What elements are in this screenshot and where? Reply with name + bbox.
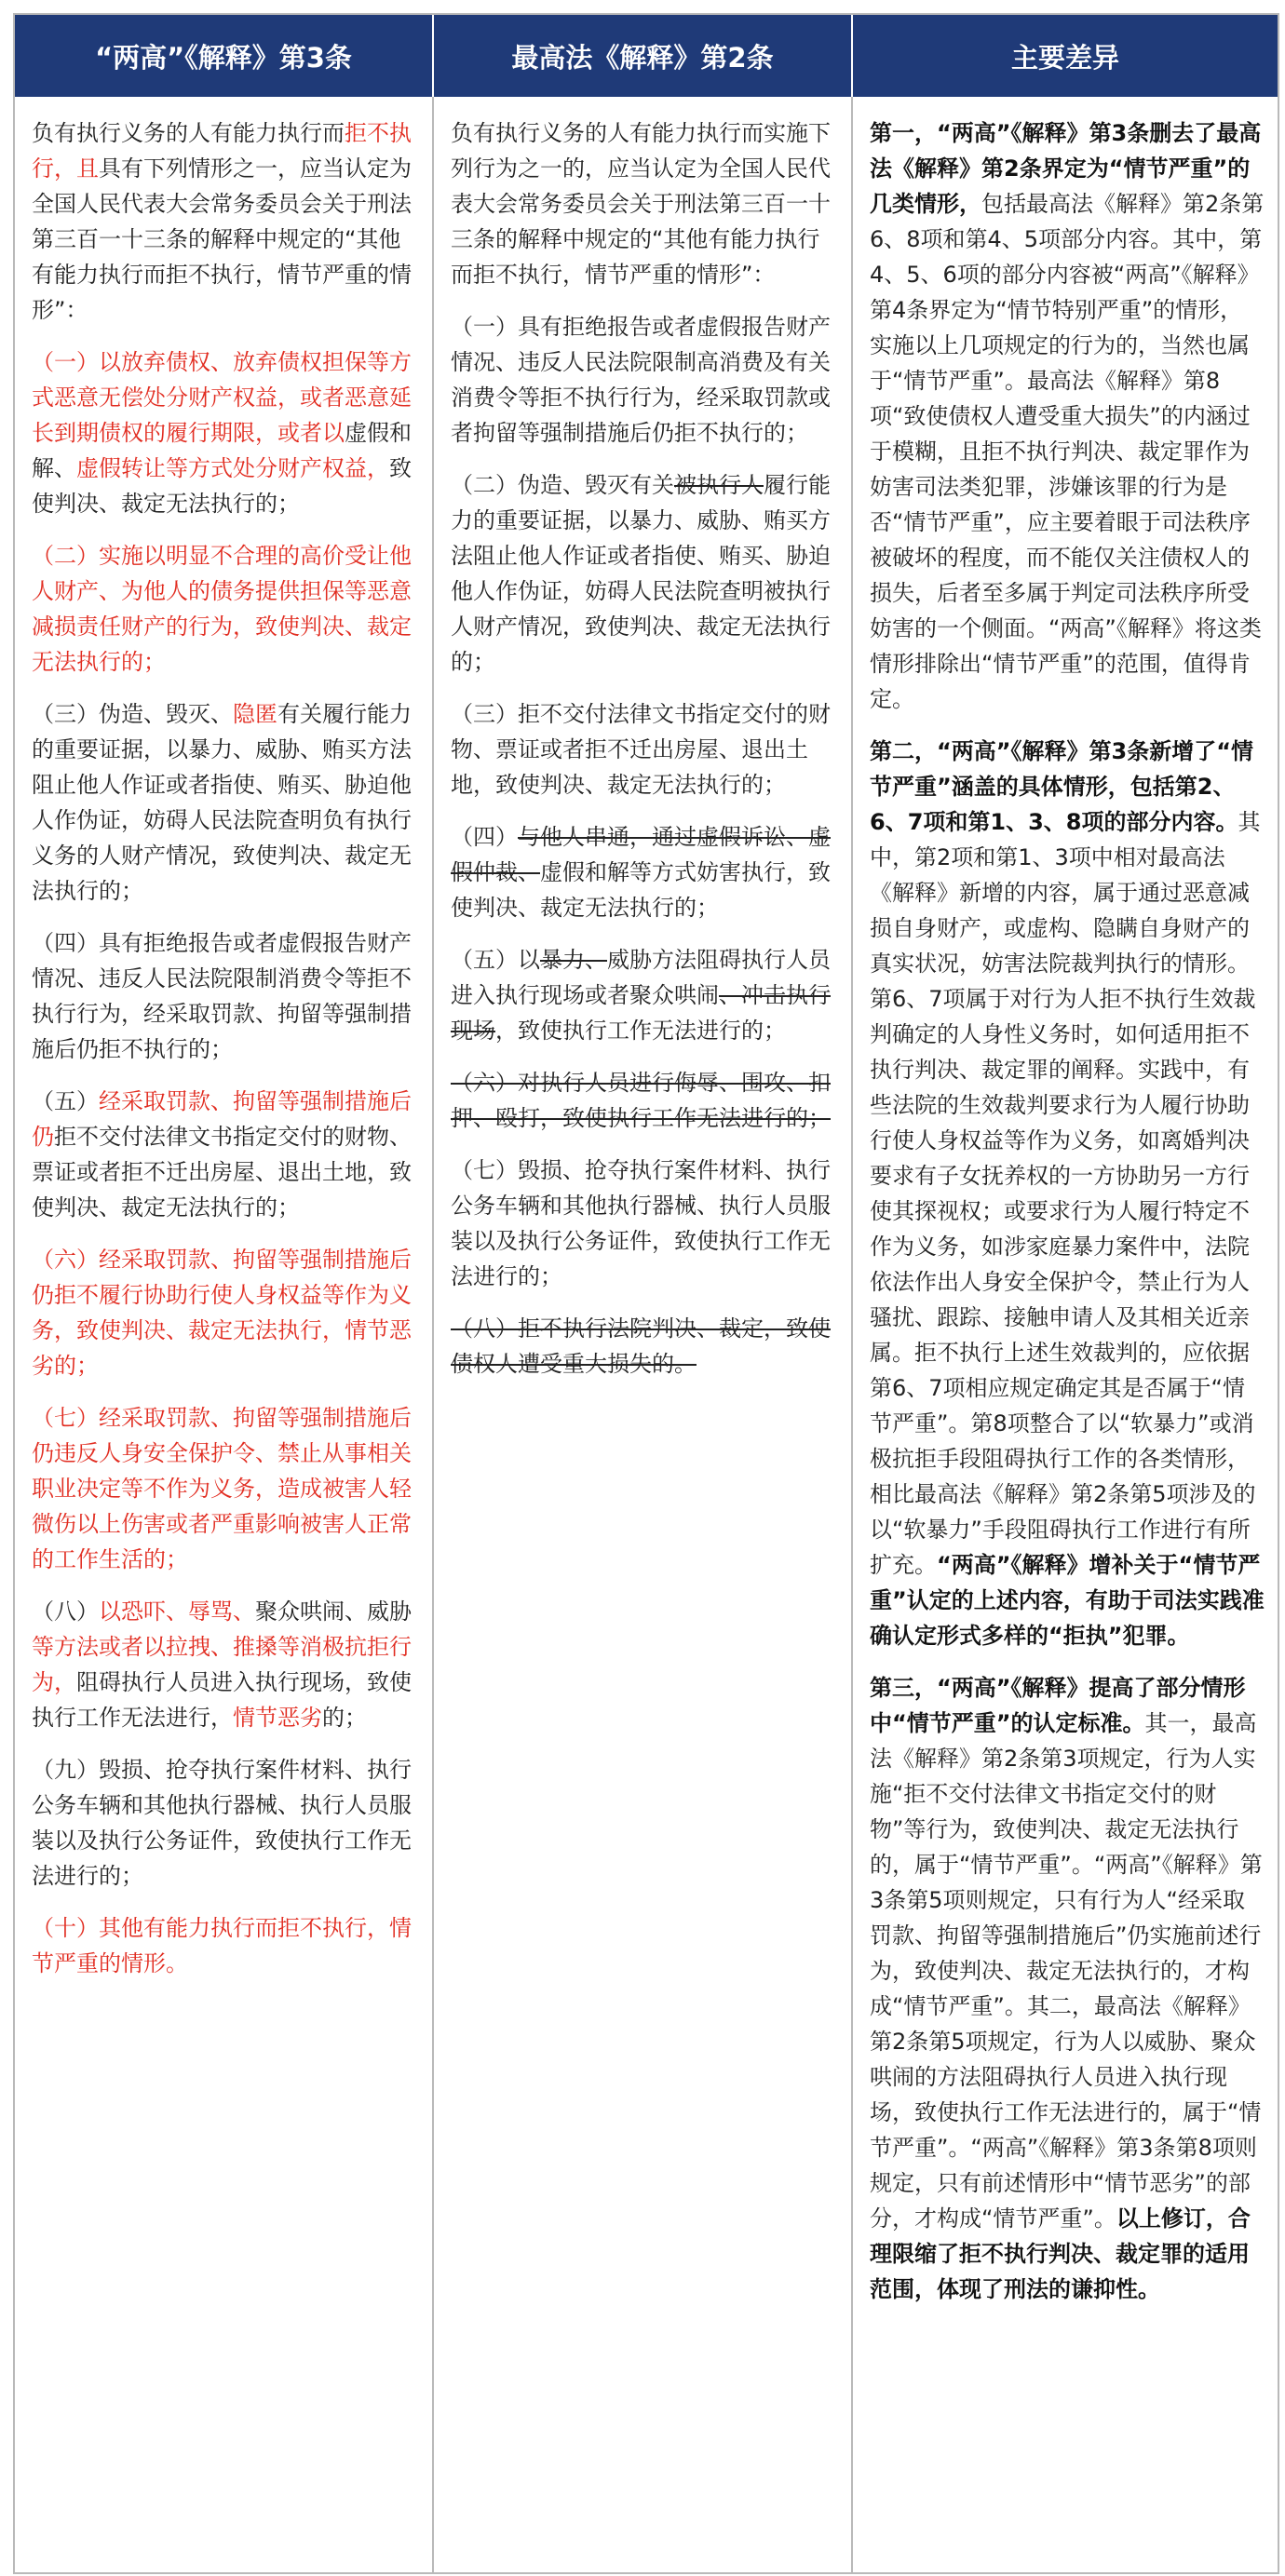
text-span: 致使判决、裁定无法执行的；	[32, 455, 412, 517]
text-span: 负有执行义务的人有能力执行而	[32, 120, 345, 146]
table-header-row	[15, 15, 1278, 97]
bold-text: “两高”《解释》增补关于“情节严重”认定的上述内容，有助于司法实践准确认定形式多样的“拒执”犯罪。	[870, 1552, 1265, 1649]
highlight-red: 以恐吓、辱骂、	[99, 1598, 255, 1625]
text-span: 聚众哄闹、威胁	[255, 1598, 412, 1625]
text-span: 威胁方法阻碍执行人员进入执行现场或者聚众哄闹	[451, 947, 831, 1008]
text-span: 其一，最高法《解释》第2条第3项规定，行为人实施“拒不交付法律文书指定交付的财物”等行为，致使判决、裁定无法执行的，属于“情节严重”。“两高”《解释》第3条第5项则规定，只有行为人“经采取罚款、拘留等强制措施后”仍实施前述行为，致使判决、裁定无法执行的，才构成“情节严重”。其二，最高法《解释》第2条第5项规定，行为人以威胁、聚众哄闹的方法阻碍执行人员进入执行现场，致使执行工作无法进行的，属于“情节严重”。“两高”《解释》第3条第8项则规定，只有前述情形中“情节恶劣”的部分，才构成“情节严重”。	[870, 1710, 1263, 2232]
text-span: 包括最高法《解释》第2条第6、8项和第4、5项部分内容。其中，第4、5、6项的部分内容被“两高”《解释》第4条界定为“情节特别严重”的情形，实施以上几项规定的行为的，当然也属于“情节严重”。最高法《解释》第8项“致使债权人遭受重大损失”的内涵过于模糊，且拒不执行判决、裁定罪作为妨害司法类犯罪，涉嫌该罪的行为是否“情节严重”，应主要着眼于司法秩序被破坏的程度，而不能仅关注债权人的损失，后者至多属于判定司法秩序所受妨害的一个侧面。“两高”《解释》将这类情形排除出“情节严重”的范围，值得肯定。	[870, 191, 1265, 712]
text-span: （五）	[32, 1088, 99, 1114]
strikethrough-text: 、冲击执行现场	[451, 982, 831, 1044]
highlight-red: 等方法或者以拉拽、推搡等消极抗拒行为，	[32, 1634, 412, 1695]
text-span: 阻碍执行人员进入执行现场，致使执行工作无法进行，	[32, 1669, 412, 1731]
col2-item-4	[451, 819, 834, 925]
text-span: 虚假和解等方式妨害执行，致使判决、裁定无法执行的；	[451, 859, 831, 921]
col1-item-4: （四）具有拒绝报告或者虚假报告财产情况、违反人民法院限制消费令等拒不执行行为，经采取罚款、拘留等强制措施后仍拒不执行的；	[32, 930, 412, 1062]
col1-item-8	[32, 1594, 415, 1735]
col2-intro: 负有执行义务的人有能力执行而实施下列行为之一的，应当认定为全国人民代表大会常务委员会关于刑法第三百一十三条的解释中规定的“其他有能力执行而拒不执行，情节严重的情形”：	[451, 120, 831, 288]
text-span: 拒不交付法律文书指定交付的财物、票证或者拒不迁出房屋、退出土地，致使判决、裁定无法执行的；	[32, 1124, 412, 1221]
strikethrough-text: 被执行人	[674, 472, 764, 498]
col1-item-9: （九）毁损、抢夺执行案件材料、执行公务车辆和其他执行器械、执行人员服装以及执行公务证件，致使执行工作无法进行的；	[32, 1757, 412, 1889]
col3-point-3	[870, 1670, 1265, 2307]
col2-item-2	[451, 467, 834, 680]
header-col2: 最高法《解释》第2条	[434, 15, 853, 97]
text-span: （四）	[451, 824, 518, 850]
column-main-differences	[853, 97, 1278, 2572]
text-span: 具有下列情形之一，应当认定为全国人民代表大会常务委员会关于刑法第三百一十三条的解释中规定的“其他有能力执行而拒不执行，情节严重的情形”：	[32, 155, 412, 323]
col1-intro	[32, 115, 415, 328]
text-span: ，致使执行工作无法进行的；	[495, 1018, 786, 1044]
col1-item-6: （六）经采取罚款、拘留等强制措施后仍拒不履行协助行使人身权益等作为义务，致使判决、裁定无法执行，情节恶劣的；	[32, 1247, 412, 1379]
bold-text: 以上修订，合理限缩了拒不执行判决、裁定罪的适用范围，体现了刑法的谦抑性。	[870, 2205, 1251, 2302]
strikethrough-text: 暴力、	[540, 947, 607, 973]
col2-item-7: （七）毁损、抢夺执行案件材料、执行公务车辆和其他执行器械、执行人员服装以及执行公务证件，致使执行工作无法进行的；	[451, 1157, 831, 1289]
column-two-high-interpretation	[15, 97, 434, 2572]
text-span: （三）伪造、毁灭、	[32, 701, 233, 727]
highlight-red: 虚假转让等方式处分财产权益，	[76, 455, 389, 481]
header-col3: 主要差异	[1010, 41, 1119, 74]
comparison-table	[13, 13, 1279, 2574]
text-span: （五）以	[451, 947, 540, 973]
highlight-red: 情节恶劣	[233, 1705, 322, 1731]
text-span: 其中，第2项和第1、3项中相对最高法《解释》新增的内容，属于通过恶意减损自身财产，或虚构、隐瞒自身财产的真实状况，妨害法院裁判执行的情形。第6、7项属于对行为人拒不执行生效裁判确定的人身性义务时，如何适用拒不执行判决、裁定罪的阐释。实践中，有些法院的生效裁判要求行为人履行协助行使人身权益等作为义务，如离婚判决要求有子女抚养权的一方协助另一方行使其探视权；或要求行为人履行特定不作为义务，如涉家庭暴力案件中，法院依法作出人身安全保护令，禁止行为人骚扰、跟踪、接触申请人及其相关近亲属。拒不执行上述生效裁判的，应依据第6、7项相应规定确定其是否属于“情节严重”。第8项整合了以“软暴力”或消极抗拒手段阻碍执行工作的各类情形，相比最高法《解释》第2条第5项涉及的以“软暴力”手段阻碍执行工作进行有所扩充。	[870, 809, 1261, 1578]
col1-item-1	[32, 344, 415, 521]
bold-text: 第三，“两高”《解释》提高了部分情形中“情节严重”的认定标准。	[870, 1675, 1246, 1736]
col2-item-3: （三）拒不交付法律文书指定交付的财物、票证或者拒不迁出房屋、退出土地，致使判决、裁定无法执行的；	[451, 701, 831, 798]
text-span: （八）	[32, 1598, 99, 1625]
text-span: 履行能力的重要证据，以暴力、威胁、贿买方法阻止他人作证或者指使、贿买、胁迫他人作伪证，妨碍人民法院查明被执行人财产情况，致使判决、裁定无法执行的；	[451, 472, 831, 675]
highlight-red: （一）以放弃债权、放弃债权担保等方式恶意无偿处分财产权益，或者恶意延长到期债权的履行期限，或者以	[32, 349, 412, 446]
text-span: 有关履行能力的重要证据，以暴力、威胁、贿买方法阻止他人作证或者指使、贿买、胁迫他人作伪证，妨碍人民法院查明负有执行义务的人财产情况，致使判决、裁定无法执行的；	[32, 701, 412, 904]
strikethrough-text: 与他人串通，通过虚假诉讼、虚假仲裁、	[451, 824, 831, 885]
column-supreme-court-interpretation	[434, 97, 853, 2572]
bold-text: 第一，“两高”《解释》第3条删去了最高法《解释》第2条界定为“情节严重”的几类情形，	[870, 120, 1262, 217]
bold-text: 第二，“两高”《解释》第3条新增了“情节严重”涵盖的具体情形，包括第2、6、7项和第1、3、8项的部分内容。	[870, 738, 1254, 835]
col2-item-8: （八）拒不执行法院判决、裁定，致使债权人遭受重大损失的。	[451, 1315, 831, 1377]
table-body-row	[15, 97, 1278, 2572]
highlight-red: 经采取罚款、拘留等强制措施后仍	[32, 1088, 412, 1150]
text-span: 的；	[322, 1705, 367, 1731]
col1-item-7: （七）经采取罚款、拘留等强制措施后仍违反人身安全保护令、禁止从事相关职业决定等不作为义务，造成被害人轻微伤以上伤害或者严重影响被害人正常的工作生活的；	[32, 1405, 412, 1572]
highlight-red: 隐匿	[233, 701, 277, 727]
col1-item-10: （十）其他有能力执行而拒不执行，情节严重的情形。	[32, 1915, 412, 1976]
col2-item-6: （六）对执行人员进行侮辱、围攻、扣押、殴打，致使执行工作无法进行的；	[451, 1070, 831, 1131]
text-span: （二）伪造、毁灭有关	[451, 472, 674, 498]
col3-point-1	[870, 115, 1265, 717]
col1-item-5	[32, 1084, 415, 1225]
text-span: 虚假和解、	[32, 420, 412, 481]
col3-point-2	[870, 734, 1265, 1653]
col1-item-2: （二）实施以明显不合理的高价受让他人财产、为他人的债务提供担保等恶意减损责任财产的行为，致使判决、裁定无法执行的；	[32, 543, 412, 675]
col1-item-3	[32, 696, 415, 909]
highlight-red: 拒不执行，且	[32, 120, 412, 182]
header-col1: “两高”《解释》第3条	[15, 15, 434, 97]
col2-item-5	[451, 942, 834, 1048]
col2-item-1: （一）具有拒绝报告或者虚假报告财产情况、违反人民法院限制高消费及有关消费令等拒不执行行为，经采取罚款或者拘留等强制措施后仍拒不执行的；	[451, 314, 831, 446]
